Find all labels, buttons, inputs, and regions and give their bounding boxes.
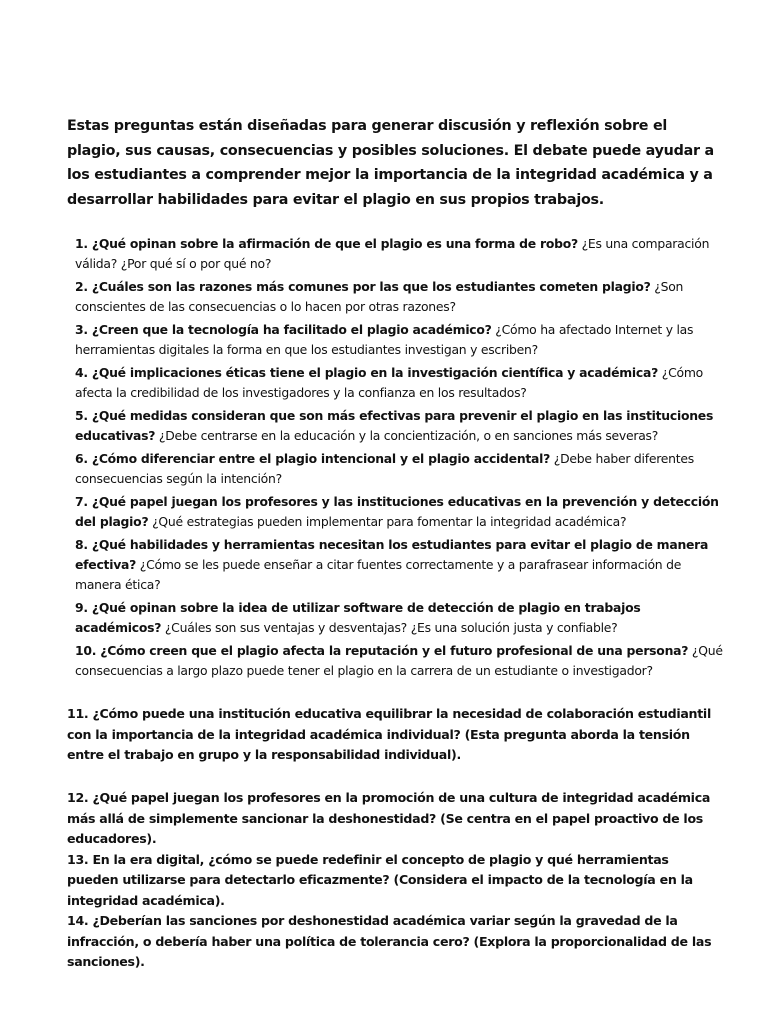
extra-question-list	[67, 788, 717, 973]
extra-question-item: 14. ¿Deberían las sanciones por deshonestidad académica variar según la gravedad de la infracción, o debería haber una política de tolerancia cero? (Explora la proporcionalidad de las sanciones).	[67, 913, 712, 969]
question-item	[75, 449, 725, 489]
question-text: ¿Cómo ha afectado Internet y las herramientas digitales la forma en que los estudiantes investigan y escriben?	[75, 322, 694, 357]
question-bold: 10. ¿Cómo creen que el plagio afecta la reputación y el futuro profesional de una persona?	[75, 643, 689, 658]
question-list	[75, 234, 725, 684]
question-item	[75, 234, 725, 274]
question-item	[75, 363, 725, 403]
extra-question-block	[67, 704, 717, 766]
question-bold: 2. ¿Cuáles son las razones más comunes por las que los estudiantes cometen plagio?	[75, 279, 651, 294]
question-text: ¿Debe centrarse en la educación y la concientización, o en sanciones más severas?	[155, 428, 659, 443]
question-text: ¿Cómo afecta la credibilidad de los investigadores y la confianza en los resultados?	[75, 365, 703, 400]
question-bold: 9. ¿Qué opinan sobre la idea de utilizar software de detección de plagio en trabajos académicos?	[75, 600, 641, 635]
extra-question-item: 11. ¿Cómo puede una institución educativa equilibrar la necesidad de colaboración estudiantil con la importancia de la integridad académica individual? (Esta pregunta aborda la tensión entre el trabajo en grupo y la responsabilidad individual).	[67, 706, 711, 762]
question-text: ¿Cómo se les puede enseñar a citar fuentes correctamente y a parafrasear información de manera ética?	[75, 557, 682, 592]
question-item	[75, 641, 725, 681]
question-item	[75, 406, 725, 446]
question-text: ¿Son conscientes de las consecuencias o lo hacen por otras razones?	[75, 279, 684, 314]
extra-question-item: 12. ¿Qué papel juegan los profesores en la promoción de una cultura de integridad académica más allá de simplemente sancionar la deshonestidad? (Se centra en el papel proactivo de los educadores).	[67, 790, 711, 846]
question-item	[75, 320, 725, 360]
extra-question-item: 13. En la era digital, ¿cómo se puede redefinir el concepto de plagio y qué herramientas pueden utilizarse para detectarlo eficazmente? (Considera el impacto de la tecnología en la integridad académica).	[67, 851, 693, 908]
question-item	[75, 277, 725, 317]
intro-paragraph: Estas preguntas están diseñadas para generar discusión y reflexión sobre el plagio, sus causas, consecuencias y posibles soluciones. El debate puede ayudar a los estudiantes a comprender mejor la importancia de la integridad académica y a desarrollar habilidades para evitar el plagio en sus propios trabajos.	[67, 118, 714, 208]
question-item	[75, 598, 725, 638]
question-text: ¿Qué estrategias pueden implementar para fomentar la integridad académica?	[148, 514, 627, 529]
question-bold: 6. ¿Cómo diferenciar entre el plagio intencional y el plagio accidental?	[75, 451, 551, 466]
question-item	[75, 492, 725, 532]
question-bold: 8. ¿Qué habilidades y herramientas necesitan los estudiantes para evitar el plagio de manera efectiva?	[75, 537, 709, 572]
question-item	[75, 535, 725, 595]
question-bold: 5. ¿Qué medidas consideran que son más efectivas para prevenir el plagio en las instituciones educativas?	[75, 408, 714, 443]
question-text: ¿Cuáles son sus ventajas y desventajas? ¿Es una solución justa y confiable?	[161, 620, 618, 635]
question-text: ¿Debe haber diferentes consecuencias según la intención?	[75, 451, 694, 486]
question-bold: 4. ¿Qué implicaciones éticas tiene el plagio en la investigación científica y académica?	[75, 365, 659, 380]
question-text: ¿Es una comparación válida? ¿Por qué sí o por qué no?	[75, 236, 710, 271]
question-bold: 7. ¿Qué papel juegan los profesores y las instituciones educativas en la prevención y detección del plagio?	[75, 494, 719, 529]
question-bold: 3. ¿Creen que la tecnología ha facilitado el plagio académico?	[75, 322, 492, 337]
question-text: ¿Qué consecuencias a largo plazo puede tener el plagio en la carrera de un estudiante o investigador?	[75, 643, 723, 678]
question-bold: 1. ¿Qué opinan sobre la afirmación de que el plagio es una forma de robo?	[75, 236, 578, 251]
